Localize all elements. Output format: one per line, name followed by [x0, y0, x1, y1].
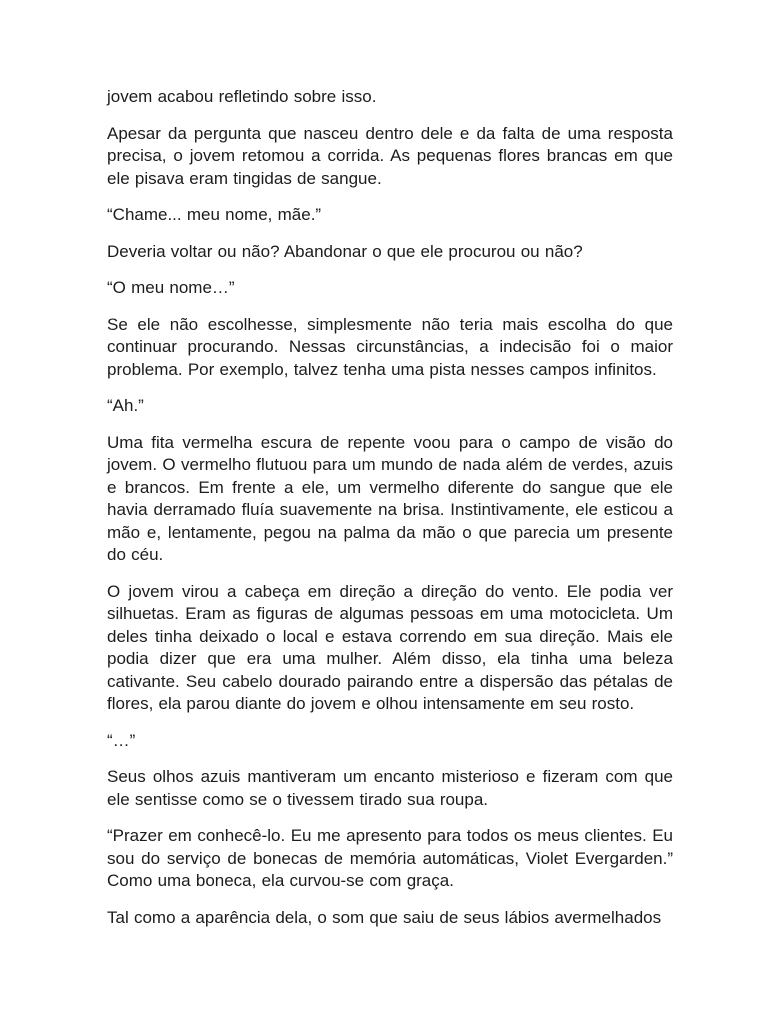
paragraph: O jovem virou a cabeça em direção a direção do vento. Ele podia ver silhuetas. Eram as figuras de algumas pessoas em uma motocicleta. Um deles tinha deixado o local e estava correndo em sua direção. Mais ele podia dizer que era uma mulher. Além disso, ela tinha uma beleza cativante. Seu cabelo dourado pairando entre a dispersão das pétalas de flores, ela parou diante do jovem e olhou intensamente em seu rosto. [107, 581, 673, 713]
paragraph-continuation: jovem acabou refletindo sobre isso. [107, 87, 377, 106]
paragraph: Seus olhos azuis mantiveram um encanto misterioso e fizeram com que ele sentisse como se o tivessem tirado sua roupa. [107, 767, 673, 809]
paragraph: Se ele não escolhesse, simplesmente não teria mais escolha do que continuar procurando. Nessas circunstâncias, a indecisão foi o maior problema. Por exemplo, talvez tenha uma pista nesses campos infinitos. [107, 314, 673, 379]
paragraph-dialogue: “…” [107, 730, 136, 750]
paragraph: Apesar da pergunta que nasceu dentro dele e da falta de uma resposta precisa, o jovem retomou a corrida. As pequenas flores brancas em que ele pisava eram tingidas de sangue. [107, 123, 673, 188]
paragraph: Deveria voltar ou não? Abandonar o que ele procurou ou não? [107, 241, 583, 261]
paragraph-dialogue: “Chame... meu nome, mãe.” [107, 205, 322, 224]
paragraph-dialogue: “O meu nome…” [107, 278, 235, 297]
paragraph-continuation: Tal como a aparência dela, o som que saiu de seus lábios avermelhados [107, 907, 662, 927]
paragraph: “Prazer em conhecê-lo. Eu me apresento para todos os meus clientes. Eu sou do serviço de bonecas de memória automáticas, Violet Evergarden.” Como uma boneca, ela curvou-se com graça. [107, 826, 673, 890]
paragraph: Uma fita vermelha escura de repente voou para o campo de visão do jovem. O vermelho flutuou para um mundo de nada além de verdes, azuis e brancos. Em frente a ele, um vermelho diferente do sangue que ele havia derramado fluía suavemente na brisa. Instintivamente, ele esticou a mão e, lentamente, pegou na palma da mão o que parecia um presente do céu. [107, 432, 673, 564]
paragraph-dialogue: “Ah.” [107, 396, 144, 415]
